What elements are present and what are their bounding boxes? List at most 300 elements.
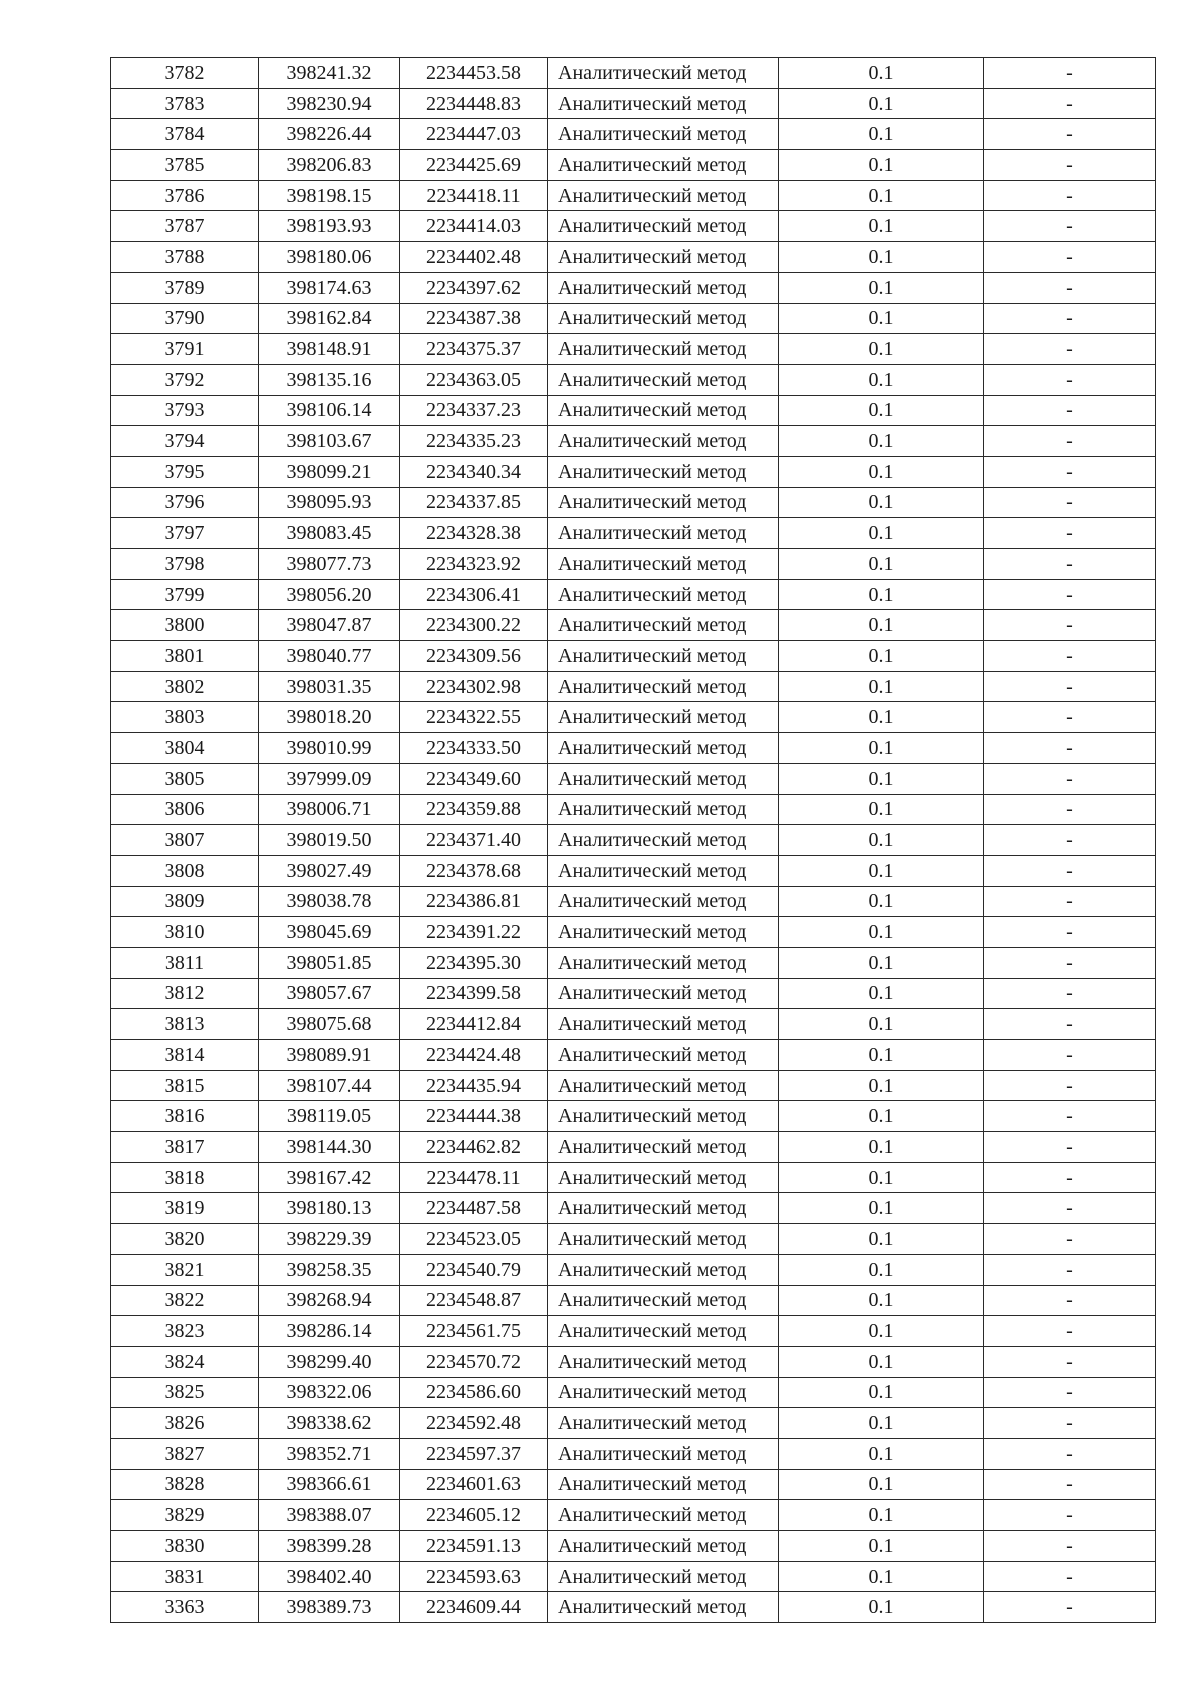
y-coordinate-cell: 2234399.58 (400, 978, 548, 1009)
y-coordinate-cell: 2234397.62 (400, 272, 548, 303)
point-number-cell: 3363 (111, 1592, 259, 1623)
point-number-cell: 3819 (111, 1193, 259, 1224)
point-number-cell: 3797 (111, 518, 259, 549)
y-coordinate-cell: 2234395.30 (400, 947, 548, 978)
point-number-cell: 3822 (111, 1285, 259, 1316)
x-coordinate-cell: 398106.14 (259, 395, 400, 426)
description-cell: - (984, 886, 1156, 917)
description-cell: - (984, 88, 1156, 119)
accuracy-cell: 0.1 (779, 702, 984, 733)
method-cell: Аналитический метод (548, 1500, 779, 1531)
coordinates-table-body (111, 58, 1156, 1623)
point-number-cell: 3783 (111, 88, 259, 119)
accuracy-cell: 0.1 (779, 733, 984, 764)
method-cell: Аналитический метод (548, 58, 779, 89)
x-coordinate-cell: 398095.93 (259, 487, 400, 518)
y-coordinate-cell: 2234333.50 (400, 733, 548, 764)
accuracy-cell: 0.1 (779, 456, 984, 487)
y-coordinate-cell: 2234402.48 (400, 242, 548, 273)
method-cell: Аналитический метод (548, 518, 779, 549)
x-coordinate-cell: 398019.50 (259, 825, 400, 856)
table-row (111, 825, 1156, 856)
description-cell: - (984, 579, 1156, 610)
table-row (111, 1377, 1156, 1408)
method-cell: Аналитический метод (548, 395, 779, 426)
y-coordinate-cell: 2234462.82 (400, 1132, 548, 1163)
description-cell: - (984, 1592, 1156, 1623)
point-number-cell: 3829 (111, 1500, 259, 1531)
x-coordinate-cell: 398389.73 (259, 1592, 400, 1623)
x-coordinate-cell: 398174.63 (259, 272, 400, 303)
x-coordinate-cell: 398180.13 (259, 1193, 400, 1224)
description-cell: - (984, 456, 1156, 487)
accuracy-cell: 0.1 (779, 1132, 984, 1163)
description-cell: - (984, 1561, 1156, 1592)
point-number-cell: 3814 (111, 1040, 259, 1071)
method-cell: Аналитический метод (548, 364, 779, 395)
table-row (111, 487, 1156, 518)
point-number-cell: 3816 (111, 1101, 259, 1132)
y-coordinate-cell: 2234363.05 (400, 364, 548, 395)
method-cell: Аналитический метод (548, 825, 779, 856)
accuracy-cell: 0.1 (779, 825, 984, 856)
point-number-cell: 3787 (111, 211, 259, 242)
y-coordinate-cell: 2234597.37 (400, 1438, 548, 1469)
method-cell: Аналитический метод (548, 272, 779, 303)
table-row (111, 671, 1156, 702)
description-cell: - (984, 641, 1156, 672)
x-coordinate-cell: 398057.67 (259, 978, 400, 1009)
accuracy-cell: 0.1 (779, 1531, 984, 1562)
accuracy-cell: 0.1 (779, 58, 984, 89)
description-cell: - (984, 1469, 1156, 1500)
x-coordinate-cell: 398402.40 (259, 1561, 400, 1592)
description-cell: - (984, 1040, 1156, 1071)
accuracy-cell: 0.1 (779, 1592, 984, 1623)
table-row (111, 1469, 1156, 1500)
point-number-cell: 3798 (111, 549, 259, 580)
description-cell: - (984, 1070, 1156, 1101)
y-coordinate-cell: 2234540.79 (400, 1254, 548, 1285)
accuracy-cell: 0.1 (779, 395, 984, 426)
description-cell: - (984, 272, 1156, 303)
table-row (111, 426, 1156, 457)
x-coordinate-cell: 398162.84 (259, 303, 400, 334)
description-cell: - (984, 395, 1156, 426)
method-cell: Аналитический метод (548, 1254, 779, 1285)
description-cell: - (984, 1193, 1156, 1224)
y-coordinate-cell: 2234448.83 (400, 88, 548, 119)
x-coordinate-cell: 398031.35 (259, 671, 400, 702)
y-coordinate-cell: 2234424.48 (400, 1040, 548, 1071)
method-cell: Аналитический метод (548, 702, 779, 733)
x-coordinate-cell: 398051.85 (259, 947, 400, 978)
method-cell: Аналитический метод (548, 641, 779, 672)
description-cell: - (984, 426, 1156, 457)
y-coordinate-cell: 2234335.23 (400, 426, 548, 457)
x-coordinate-cell: 398083.45 (259, 518, 400, 549)
method-cell: Аналитический метод (548, 1224, 779, 1255)
x-coordinate-cell: 398045.69 (259, 917, 400, 948)
table-row (111, 1254, 1156, 1285)
accuracy-cell: 0.1 (779, 1469, 984, 1500)
description-cell: - (984, 180, 1156, 211)
point-number-cell: 3820 (111, 1224, 259, 1255)
table-row (111, 395, 1156, 426)
y-coordinate-cell: 2234601.63 (400, 1469, 548, 1500)
description-cell: - (984, 671, 1156, 702)
y-coordinate-cell: 2234387.38 (400, 303, 548, 334)
accuracy-cell: 0.1 (779, 579, 984, 610)
method-cell: Аналитический метод (548, 487, 779, 518)
method-cell: Аналитический метод (548, 426, 779, 457)
y-coordinate-cell: 2234435.94 (400, 1070, 548, 1101)
y-coordinate-cell: 2234391.22 (400, 917, 548, 948)
x-coordinate-cell: 398103.67 (259, 426, 400, 457)
point-number-cell: 3823 (111, 1316, 259, 1347)
method-cell: Аналитический метод (548, 88, 779, 119)
y-coordinate-cell: 2234306.41 (400, 579, 548, 610)
x-coordinate-cell: 398268.94 (259, 1285, 400, 1316)
table-row (111, 119, 1156, 150)
y-coordinate-cell: 2234523.05 (400, 1224, 548, 1255)
point-number-cell: 3813 (111, 1009, 259, 1040)
table-row (111, 1408, 1156, 1439)
table-row (111, 364, 1156, 395)
method-cell: Аналитический метод (548, 456, 779, 487)
method-cell: Аналитический метод (548, 671, 779, 702)
point-number-cell: 3828 (111, 1469, 259, 1500)
y-coordinate-cell: 2234337.23 (400, 395, 548, 426)
x-coordinate-cell: 398006.71 (259, 794, 400, 825)
method-cell: Аналитический метод (548, 1408, 779, 1439)
accuracy-cell: 0.1 (779, 610, 984, 641)
accuracy-cell: 0.1 (779, 1377, 984, 1408)
method-cell: Аналитический метод (548, 303, 779, 334)
y-coordinate-cell: 2234328.38 (400, 518, 548, 549)
y-coordinate-cell: 2234323.92 (400, 549, 548, 580)
y-coordinate-cell: 2234322.55 (400, 702, 548, 733)
method-cell: Аналитический метод (548, 1132, 779, 1163)
table-row (111, 947, 1156, 978)
accuracy-cell: 0.1 (779, 334, 984, 365)
x-coordinate-cell: 398388.07 (259, 1500, 400, 1531)
description-cell: - (984, 733, 1156, 764)
table-row (111, 579, 1156, 610)
description-cell: - (984, 1009, 1156, 1040)
point-number-cell: 3792 (111, 364, 259, 395)
y-coordinate-cell: 2234340.34 (400, 456, 548, 487)
accuracy-cell: 0.1 (779, 303, 984, 334)
description-cell: - (984, 211, 1156, 242)
point-number-cell: 3810 (111, 917, 259, 948)
method-cell: Аналитический метод (548, 242, 779, 273)
description-cell: - (984, 1224, 1156, 1255)
method-cell: Аналитический метод (548, 855, 779, 886)
table-row (111, 456, 1156, 487)
point-number-cell: 3782 (111, 58, 259, 89)
table-row (111, 1346, 1156, 1377)
point-number-cell: 3799 (111, 579, 259, 610)
point-number-cell: 3790 (111, 303, 259, 334)
description-cell: - (984, 518, 1156, 549)
method-cell: Аналитический метод (548, 763, 779, 794)
table-row (111, 1592, 1156, 1623)
accuracy-cell: 0.1 (779, 1561, 984, 1592)
y-coordinate-cell: 2234378.68 (400, 855, 548, 886)
point-number-cell: 3821 (111, 1254, 259, 1285)
table-row (111, 1500, 1156, 1531)
description-cell: - (984, 610, 1156, 641)
accuracy-cell: 0.1 (779, 917, 984, 948)
point-number-cell: 3800 (111, 610, 259, 641)
table-row (111, 1316, 1156, 1347)
description-cell: - (984, 487, 1156, 518)
x-coordinate-cell: 398352.71 (259, 1438, 400, 1469)
y-coordinate-cell: 2234300.22 (400, 610, 548, 641)
table-row (111, 886, 1156, 917)
method-cell: Аналитический метод (548, 334, 779, 365)
accuracy-cell: 0.1 (779, 1009, 984, 1040)
method-cell: Аналитический метод (548, 886, 779, 917)
description-cell: - (984, 1531, 1156, 1562)
method-cell: Аналитический метод (548, 610, 779, 641)
description-cell: - (984, 119, 1156, 150)
x-coordinate-cell: 398010.99 (259, 733, 400, 764)
point-number-cell: 3796 (111, 487, 259, 518)
table-row (111, 1132, 1156, 1163)
table-row (111, 272, 1156, 303)
x-coordinate-cell: 398198.15 (259, 180, 400, 211)
y-coordinate-cell: 2234371.40 (400, 825, 548, 856)
description-cell: - (984, 1377, 1156, 1408)
method-cell: Аналитический метод (548, 1531, 779, 1562)
accuracy-cell: 0.1 (779, 855, 984, 886)
table-row (111, 641, 1156, 672)
y-coordinate-cell: 2234570.72 (400, 1346, 548, 1377)
y-coordinate-cell: 2234337.85 (400, 487, 548, 518)
table-row (111, 1162, 1156, 1193)
point-number-cell: 3825 (111, 1377, 259, 1408)
method-cell: Аналитический метод (548, 1101, 779, 1132)
point-number-cell: 3806 (111, 794, 259, 825)
y-coordinate-cell: 2234375.37 (400, 334, 548, 365)
table-row (111, 917, 1156, 948)
y-coordinate-cell: 2234605.12 (400, 1500, 548, 1531)
table-row (111, 763, 1156, 794)
method-cell: Аналитический метод (548, 211, 779, 242)
y-coordinate-cell: 2234302.98 (400, 671, 548, 702)
accuracy-cell: 0.1 (779, 947, 984, 978)
method-cell: Аналитический метод (548, 150, 779, 181)
table-row (111, 1040, 1156, 1071)
x-coordinate-cell: 398144.30 (259, 1132, 400, 1163)
x-coordinate-cell: 398077.73 (259, 549, 400, 580)
x-coordinate-cell: 398038.78 (259, 886, 400, 917)
method-cell: Аналитический метод (548, 1316, 779, 1347)
x-coordinate-cell: 398119.05 (259, 1101, 400, 1132)
description-cell: - (984, 150, 1156, 181)
method-cell: Аналитический метод (548, 579, 779, 610)
x-coordinate-cell: 398075.68 (259, 1009, 400, 1040)
x-coordinate-cell: 398018.20 (259, 702, 400, 733)
table-row (111, 1009, 1156, 1040)
table-row (111, 242, 1156, 273)
table-row (111, 58, 1156, 89)
x-coordinate-cell: 398047.87 (259, 610, 400, 641)
accuracy-cell: 0.1 (779, 978, 984, 1009)
description-cell: - (984, 1438, 1156, 1469)
x-coordinate-cell: 398366.61 (259, 1469, 400, 1500)
accuracy-cell: 0.1 (779, 1101, 984, 1132)
table-row (111, 1101, 1156, 1132)
method-cell: Аналитический метод (548, 733, 779, 764)
table-row (111, 180, 1156, 211)
table-row (111, 334, 1156, 365)
method-cell: Аналитический метод (548, 1009, 779, 1040)
point-number-cell: 3831 (111, 1561, 259, 1592)
point-number-cell: 3785 (111, 150, 259, 181)
accuracy-cell: 0.1 (779, 549, 984, 580)
table-row (111, 1285, 1156, 1316)
description-cell: - (984, 1316, 1156, 1347)
accuracy-cell: 0.1 (779, 1408, 984, 1439)
accuracy-cell: 0.1 (779, 1438, 984, 1469)
accuracy-cell: 0.1 (779, 1285, 984, 1316)
table-row (111, 1531, 1156, 1562)
x-coordinate-cell: 398180.06 (259, 242, 400, 273)
accuracy-cell: 0.1 (779, 1500, 984, 1531)
point-number-cell: 3789 (111, 272, 259, 303)
y-coordinate-cell: 2234561.75 (400, 1316, 548, 1347)
y-coordinate-cell: 2234386.81 (400, 886, 548, 917)
point-number-cell: 3791 (111, 334, 259, 365)
accuracy-cell: 0.1 (779, 1193, 984, 1224)
accuracy-cell: 0.1 (779, 150, 984, 181)
point-number-cell: 3793 (111, 395, 259, 426)
method-cell: Аналитический метод (548, 1193, 779, 1224)
point-number-cell: 3795 (111, 456, 259, 487)
x-coordinate-cell: 398338.62 (259, 1408, 400, 1439)
x-coordinate-cell: 398229.39 (259, 1224, 400, 1255)
y-coordinate-cell: 2234359.88 (400, 794, 548, 825)
description-cell: - (984, 334, 1156, 365)
point-number-cell: 3812 (111, 978, 259, 1009)
method-cell: Аналитический метод (548, 1040, 779, 1071)
method-cell: Аналитический метод (548, 549, 779, 580)
description-cell: - (984, 978, 1156, 1009)
accuracy-cell: 0.1 (779, 1162, 984, 1193)
description-cell: - (984, 917, 1156, 948)
y-coordinate-cell: 2234425.69 (400, 150, 548, 181)
y-coordinate-cell: 2234548.87 (400, 1285, 548, 1316)
point-number-cell: 3801 (111, 641, 259, 672)
accuracy-cell: 0.1 (779, 886, 984, 917)
description-cell: - (984, 303, 1156, 334)
method-cell: Аналитический метод (548, 917, 779, 948)
description-cell: - (984, 242, 1156, 273)
table-row (111, 211, 1156, 242)
method-cell: Аналитический метод (548, 1438, 779, 1469)
description-cell: - (984, 58, 1156, 89)
accuracy-cell: 0.1 (779, 1254, 984, 1285)
y-coordinate-cell: 2234593.63 (400, 1561, 548, 1592)
table-row (111, 794, 1156, 825)
y-coordinate-cell: 2234418.11 (400, 180, 548, 211)
method-cell: Аналитический метод (548, 794, 779, 825)
description-cell: - (984, 1408, 1156, 1439)
x-coordinate-cell: 398089.91 (259, 1040, 400, 1071)
accuracy-cell: 0.1 (779, 180, 984, 211)
method-cell: Аналитический метод (548, 978, 779, 1009)
accuracy-cell: 0.1 (779, 1316, 984, 1347)
x-coordinate-cell: 398399.28 (259, 1531, 400, 1562)
method-cell: Аналитический метод (548, 1285, 779, 1316)
table-row (111, 978, 1156, 1009)
point-number-cell: 3817 (111, 1132, 259, 1163)
x-coordinate-cell: 398226.44 (259, 119, 400, 150)
accuracy-cell: 0.1 (779, 794, 984, 825)
point-number-cell: 3827 (111, 1438, 259, 1469)
y-coordinate-cell: 2234591.13 (400, 1531, 548, 1562)
x-coordinate-cell: 398322.06 (259, 1377, 400, 1408)
point-number-cell: 3807 (111, 825, 259, 856)
x-coordinate-cell: 398099.21 (259, 456, 400, 487)
table-row (111, 1224, 1156, 1255)
table-row (111, 1070, 1156, 1101)
accuracy-cell: 0.1 (779, 671, 984, 702)
point-number-cell: 3809 (111, 886, 259, 917)
accuracy-cell: 0.1 (779, 1070, 984, 1101)
accuracy-cell: 0.1 (779, 119, 984, 150)
point-number-cell: 3815 (111, 1070, 259, 1101)
point-number-cell: 3784 (111, 119, 259, 150)
description-cell: - (984, 1500, 1156, 1531)
x-coordinate-cell: 398241.32 (259, 58, 400, 89)
method-cell: Аналитический метод (548, 1561, 779, 1592)
x-coordinate-cell: 398299.40 (259, 1346, 400, 1377)
point-number-cell: 3830 (111, 1531, 259, 1562)
accuracy-cell: 0.1 (779, 272, 984, 303)
y-coordinate-cell: 2234349.60 (400, 763, 548, 794)
x-coordinate-cell: 398230.94 (259, 88, 400, 119)
table-row (111, 855, 1156, 886)
y-coordinate-cell: 2234453.58 (400, 58, 548, 89)
point-number-cell: 3786 (111, 180, 259, 211)
description-cell: - (984, 825, 1156, 856)
table-row (111, 303, 1156, 334)
method-cell: Аналитический метод (548, 1377, 779, 1408)
description-cell: - (984, 763, 1156, 794)
y-coordinate-cell: 2234444.38 (400, 1101, 548, 1132)
table-row (111, 610, 1156, 641)
point-number-cell: 3811 (111, 947, 259, 978)
description-cell: - (984, 1162, 1156, 1193)
method-cell: Аналитический метод (548, 1162, 779, 1193)
description-cell: - (984, 794, 1156, 825)
description-cell: - (984, 702, 1156, 733)
x-coordinate-cell: 398107.44 (259, 1070, 400, 1101)
accuracy-cell: 0.1 (779, 242, 984, 273)
point-number-cell: 3808 (111, 855, 259, 886)
y-coordinate-cell: 2234592.48 (400, 1408, 548, 1439)
point-number-cell: 3794 (111, 426, 259, 457)
point-number-cell: 3818 (111, 1162, 259, 1193)
x-coordinate-cell: 398040.77 (259, 641, 400, 672)
description-cell: - (984, 1101, 1156, 1132)
x-coordinate-cell: 398148.91 (259, 334, 400, 365)
description-cell: - (984, 855, 1156, 886)
